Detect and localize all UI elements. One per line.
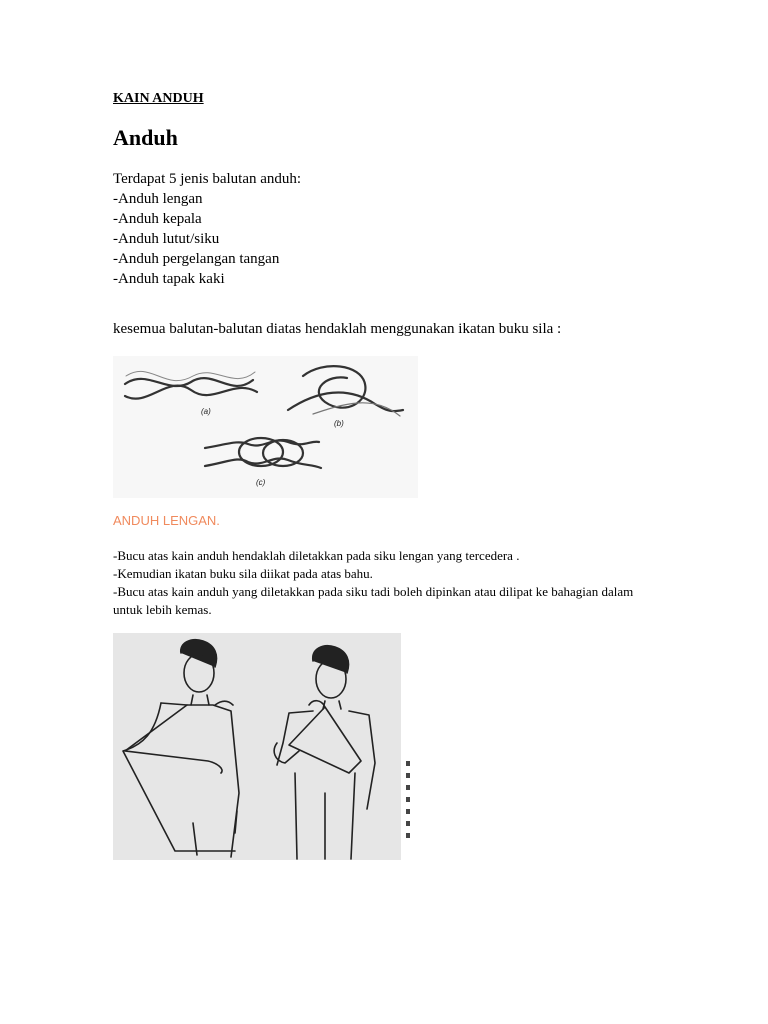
step-item: -Kemudian ikatan buku sila diikat pada atas bahu.	[113, 566, 373, 581]
knot-b-rope-2	[303, 366, 365, 408]
knot-a-rope-1	[125, 378, 253, 386]
arm-sling-drawing	[113, 633, 415, 860]
reef-knot-drawing	[113, 356, 418, 498]
knot-c-loop-1	[239, 438, 283, 466]
reef-knot-figure	[113, 356, 418, 498]
page-title: Anduh	[113, 125, 178, 150]
knot-label-a: (a)	[201, 407, 211, 416]
knot-label-b: (b)	[334, 419, 344, 428]
step-item: -Bucu atas kain anduh yang diletakkan pada siku tadi boleh dipinkan atau dilipat ke bahagian dalam untuk lebih kemas.	[113, 584, 634, 617]
intro-line: Terdapat 5 jenis balutan anduh:	[113, 171, 302, 187]
intro-list	[113, 169, 301, 289]
knot-a-rope-2	[125, 386, 257, 399]
intro-line: -Anduh kepala	[113, 211, 202, 227]
knot-label-c: (c)	[256, 478, 266, 487]
intro-line: -Anduh tapak kaki	[113, 271, 225, 287]
intro-line: -Anduh pergelangan tangan	[113, 251, 280, 267]
intro-line: -Anduh lutut/siku	[113, 231, 220, 247]
steps-list	[113, 547, 653, 619]
step-item: -Bucu atas kain anduh hendaklah diletakkan pada siku lengan yang tercedera .	[113, 548, 520, 563]
intro-line: -Anduh lengan	[113, 191, 203, 207]
section-heading: ANDUH LENGAN.	[113, 513, 220, 528]
knot-caption: kesemua balutan-balutan diatas hendaklah menggunakan ikatan buku sila :	[113, 321, 562, 337]
arm-sling-figure	[113, 633, 415, 860]
document-kicker: KAIN ANDUH	[113, 91, 204, 106]
